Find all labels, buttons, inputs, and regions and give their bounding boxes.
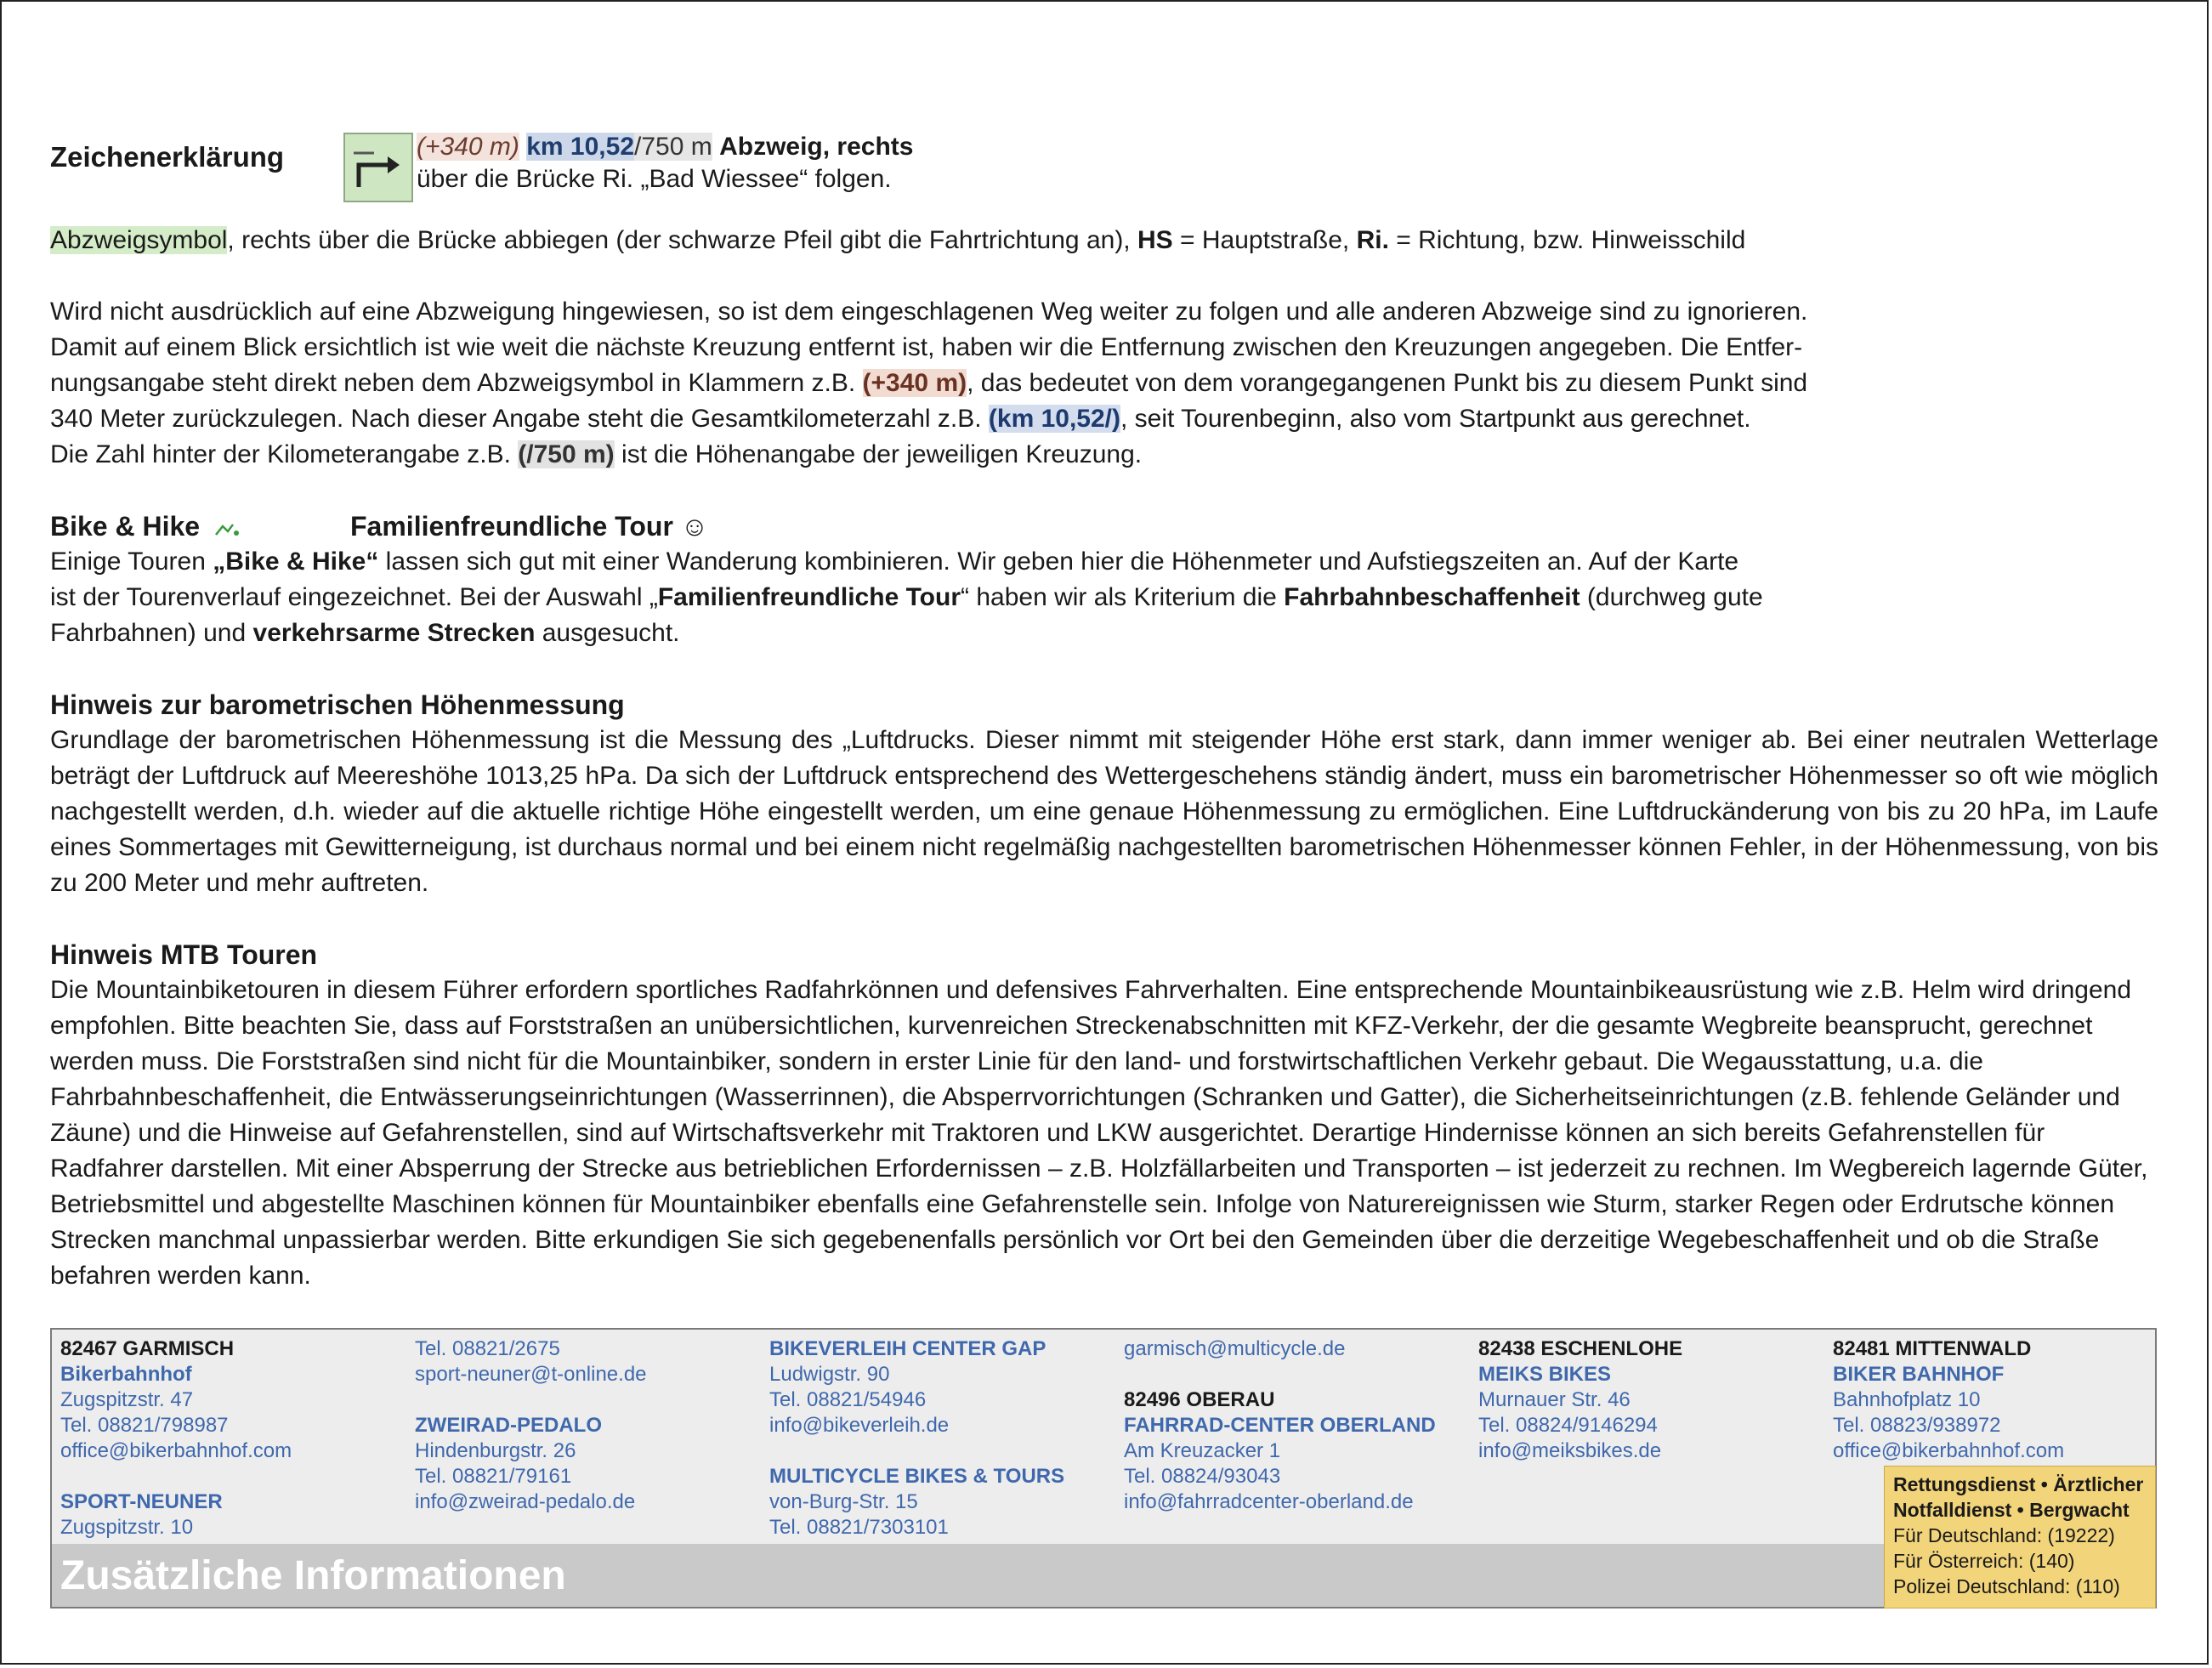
barometric-text: Grundlage der barometrischen Höhenmessung ist die Messung des „Luftdrucks. Dieser nimmt mit steigender Höhe erst stark, dann immer weniger ab. Bei einer neutralen Wetterlage beträgt der Luftdruck auf Meereshöhe 1013,25 hPa. Da sich der Luftdruck entsprechend des Wettergeschehens ständig ändert, muss ein barometrischer Höhenmesser so oft wie möglich nachgestellt werden, d.h. wieder auf die aktuelle richtige Höhe eingestellt werden, um eine genaue Höhenmessung zu ermöglichen. Eine Luftdruckänderung von bis zu 20 hPa, im Laufe eines Sommertages mit Gewitterneigung, ist durchaus normal und bei einem nicht regelmäßig nachgestellten barometrischen Höhenmesser können Fehler, in der Höhenmessung, von bis zu 200 Meter und mehr auftreten.: [50, 726, 2158, 897]
contact-col-2: [415, 1336, 763, 1515]
contact-col-1: [60, 1336, 409, 1540]
bh-l2c: “ haben wir als Kriterium die: [961, 583, 1285, 611]
legend-altitude: /750 m: [634, 133, 712, 161]
bh-l2b: Familienfreundliche Tour: [657, 583, 961, 611]
bh-l1c: lassen sich gut mit einer Wanderung kombinieren. Wir geben hier die Höhenmeter und Aufstiegszeiten an. Auf der Karte: [378, 547, 1739, 576]
contact-col-5: [1478, 1336, 1827, 1464]
city-garmisch: 82467 GARMISCH: [60, 1337, 235, 1360]
symbol-word: Abzweigsymbol: [50, 226, 228, 254]
hiking-trail-icon: [214, 511, 243, 547]
bh-l1a: Einige Touren: [50, 547, 213, 576]
phone: Tel. 08823/938972: [1833, 1414, 2001, 1437]
email-link[interactable]: info@meiksbikes.de: [1478, 1439, 1662, 1462]
address: Am Kreuzacker 1: [1124, 1439, 1281, 1462]
mtb-section: [50, 937, 2158, 1294]
bike-hike-line-2: [50, 580, 2158, 616]
intro-l4a: 340 Meter zurückzulegen. Nach dieser Angabe steht die Gesamtkilometerzahl z.B.: [50, 405, 989, 433]
intro-l3b: , das bedeutet von dem vorangegangenen Punkt bis zu diesem Punkt sind: [967, 369, 1808, 397]
contact-col-4: [1124, 1336, 1472, 1515]
address: Zugspitzstr. 10: [60, 1516, 194, 1539]
emergency-germany: Für Deutschland: (19222): [1893, 1524, 2115, 1546]
email-link[interactable]: office@bikerbahnhof.com: [60, 1439, 292, 1462]
email-link[interactable]: info@fahrradcenter-oberland.de: [1124, 1490, 1414, 1513]
expl-text3: = Richtung, bzw. Hinweisschild: [1388, 226, 1746, 254]
address: Ludwigstr. 90: [769, 1363, 890, 1386]
legend-example: [417, 131, 913, 196]
legend-direction: Abzweig, rechts: [719, 133, 914, 161]
shop-name: MULTICYCLE BIKES & TOURS: [769, 1465, 1065, 1488]
legend-row: [50, 129, 2158, 223]
phone: Tel. 08821/54946: [769, 1388, 927, 1411]
email-link[interactable]: garmisch@multicycle.de: [1124, 1337, 1346, 1360]
bh-l3a: Fahrbahnen) und: [50, 619, 253, 647]
expl-text2: = Hauptstraße,: [1172, 226, 1357, 254]
bike-hike-line-1: [50, 544, 2158, 580]
intro-km-example: (km 10,52/): [988, 405, 1120, 433]
info-banner: [52, 1544, 2155, 1607]
emergency-austria: Für Österreich: (140): [1893, 1550, 2075, 1572]
barometric-section: [50, 687, 2158, 901]
legend-distance: (+340 m): [417, 133, 519, 161]
bh-l3b: verkehrsarme Strecken: [252, 619, 536, 647]
main-content: [50, 129, 2158, 1294]
bike-hike-title-text: Bike & Hike: [50, 511, 201, 542]
address: Murnauer Str. 46: [1478, 1388, 1631, 1411]
bh-l2a: ist der Tourenverlauf eingezeichnet. Bei der Auswahl „: [50, 583, 658, 611]
legend-explanation: [50, 223, 2158, 258]
bh-l1b: „Bike & Hike“: [213, 547, 379, 576]
intro-dist-example: (+340 m): [862, 369, 967, 397]
intro-line-2: Damit auf einem Blick ersichtlich ist wie weit die nächste Kreuzung entfernt ist, haben wir die Entfernung zwischen den Kreuzungen angegeben. Die Entfer-: [50, 333, 1803, 361]
mtb-text: Die Mountainbiketouren in diesem Führer erfordern sportliches Radfahrkönnen und defensives Fahrverhalten. Eine entsprechende Mountainbikeausrüstung wie z.B. Helm wird dringend empfohlen. Bitte beachten Sie, dass auf Forststraßen an unübersichtlichen, kurvenreichen Streckenabschnitten mit KFZ-Verkehr, der die gesamte Wegbreite beansprucht, gerechnet werden muss. Die Forststraßen sind nicht für die Mountainbiker, sondern in erster Linie für den land- und forstwirtschaftlichen Verkehr gebaut. Die Wegausstattung, u.a. die Fahrbahnbeschaffenheit, die Entwässerungseinrichtungen (Wasserrinnen), die Absperrvorrichtungen (Schranken und Gatter), die Sicherheitseinrichtungen (z.B. fehlende Geländer und Zäune) und die Hinweise auf Gefahrenstellen, sind auf Wirtschaftsverkehr mit Traktoren und LKW ausgerichtet. Derartige Hindernisse können an sich bereits Gefahrenstellen für Radfahrer darstellen. Mit einer Absperrung der Strecke aus betrieblichen Erfordernissen – z.B. Holzfällarbeiten und Transporten – ist jederzeit zu rechnen. Im Wegbereich lagernde Güter, Betriebsmittel und abgestellte Maschinen können für Mountainbiker ebenfalls eine Gefahrenstelle sein. Infolge von Naturereignissen wie Sturm, starker Regen oder Erdrutsche können Strecken manchmal unpassierbar werden. Bitte erkundigen Sie sich gegebenenfalls persönlich vor Ort bei den Gemeinden über die derzeitige Wegebeschaffenheit und ob die Straße befahren werden kann.: [50, 976, 2148, 1290]
bh-l2e: (durchweg gute: [1580, 583, 1763, 611]
city-eschenlohe: 82438 ESCHENLOHE: [1478, 1337, 1683, 1360]
shop-name: SPORT-NEUNER: [60, 1490, 223, 1513]
legend-line2: über die Brücke Ri. „Bad Wiessee“ folgen.: [417, 165, 892, 193]
bike-hike-title: [50, 508, 243, 547]
expl-hs: HS: [1137, 226, 1173, 254]
city-mittenwald: 82481 MITTENWALD: [1833, 1337, 2032, 1360]
shop-name: ZWEIRAD-PEDALO: [415, 1414, 602, 1437]
bike-hike-heading-row: [50, 508, 2158, 544]
shop-name: Bikerbahnhof: [60, 1363, 192, 1386]
expl-ri: Ri.: [1356, 226, 1389, 254]
shop-name: MEIKS BIKES: [1478, 1363, 1612, 1386]
city-oberau: 82496 OBERAU: [1124, 1388, 1275, 1411]
contact-col-3: [769, 1336, 1118, 1540]
address: Zugspitzstr. 47: [60, 1388, 194, 1411]
legend-km: km 10,52: [526, 133, 635, 161]
emergency-box: [1884, 1466, 2156, 1608]
contacts-footer: [50, 1328, 2157, 1608]
bh-l3c: ausgesucht.: [535, 619, 680, 647]
intro-l3a: nungsangabe steht direkt neben dem Abzweigsymbol in Klammern z.B.: [50, 369, 863, 397]
expl-text1: , rechts über die Brücke abbiegen (der schwarze Pfeil gibt die Fahrtrichtung an),: [227, 226, 1137, 254]
contact-col-6: [1833, 1336, 2181, 1464]
intro-l5b: ist die Höhenangabe der jeweiligen Kreuzung.: [614, 440, 1143, 468]
phone: Tel. 08821/2675: [415, 1337, 560, 1360]
emergency-heading-1: Rettungsdienst • Ärztlicher: [1893, 1473, 2144, 1495]
phone: Tel. 08821/798987: [60, 1414, 229, 1437]
mtb-title: Hinweis MTB Touren: [50, 939, 318, 970]
phone: Tel. 08824/9146294: [1478, 1414, 1658, 1437]
turn-right-arrow-icon: [343, 133, 413, 202]
email-link[interactable]: office@bikerbahnhof.com: [1833, 1439, 2065, 1462]
bike-hike-section: [50, 508, 2158, 651]
intro-alt-example: (/750 m): [518, 440, 615, 468]
intro-paragraph: [50, 294, 2158, 473]
shop-name: FAHRRAD-CENTER OBERLAND: [1124, 1414, 1436, 1437]
legend-title: Zeichenerklärung: [50, 141, 285, 173]
emergency-police: Polizei Deutschland: (110): [1893, 1575, 2120, 1597]
address: Hindenburgstr. 26: [415, 1439, 576, 1462]
intro-line-4: [50, 401, 2158, 437]
banner-title: Zusätzliche Informationen: [60, 1553, 566, 1598]
phone: Tel. 08821/7303101: [769, 1516, 949, 1539]
address: von-Burg-Str. 15: [769, 1490, 918, 1513]
shop-name: BIKER BAHNHOF: [1833, 1363, 2005, 1386]
email-link[interactable]: info@bikeverleih.de: [769, 1414, 950, 1437]
phone: Tel. 08821/79161: [415, 1465, 572, 1488]
intro-line-3: [50, 366, 2158, 401]
phone: Tel. 08824/93043: [1124, 1465, 1281, 1488]
family-tour-title: Familienfreundliche Tour ☺: [350, 511, 709, 542]
intro-l4b: , seit Tourenbeginn, also vom Startpunkt aus gerechnet.: [1120, 405, 1751, 433]
email-link[interactable]: info@zweirad-pedalo.de: [415, 1490, 636, 1513]
bike-hike-line-3: [50, 616, 2158, 651]
email-link[interactable]: sport-neuner@t-online.de: [415, 1363, 647, 1386]
shop-name: BIKEVERLEIH CENTER GAP: [769, 1337, 1046, 1360]
intro-l5a: Die Zahl hinter der Kilometerangabe z.B.: [50, 440, 519, 468]
address: Bahnhofplatz 10: [1833, 1388, 1981, 1411]
barometric-title: Hinweis zur barometrischen Höhenmessung: [50, 689, 625, 720]
intro-line-1: Wird nicht ausdrücklich auf eine Abzweigung hingewiesen, so ist dem eingeschlagenen Weg weiter zu folgen und alle anderen Abzweige sind zu ignorieren.: [50, 298, 1808, 326]
intro-line-5: [50, 437, 2158, 473]
bh-l2d: Fahrbahnbeschaffenheit: [1284, 583, 1580, 611]
emergency-heading-2: Notfalldienst • Bergwacht: [1893, 1499, 2130, 1521]
